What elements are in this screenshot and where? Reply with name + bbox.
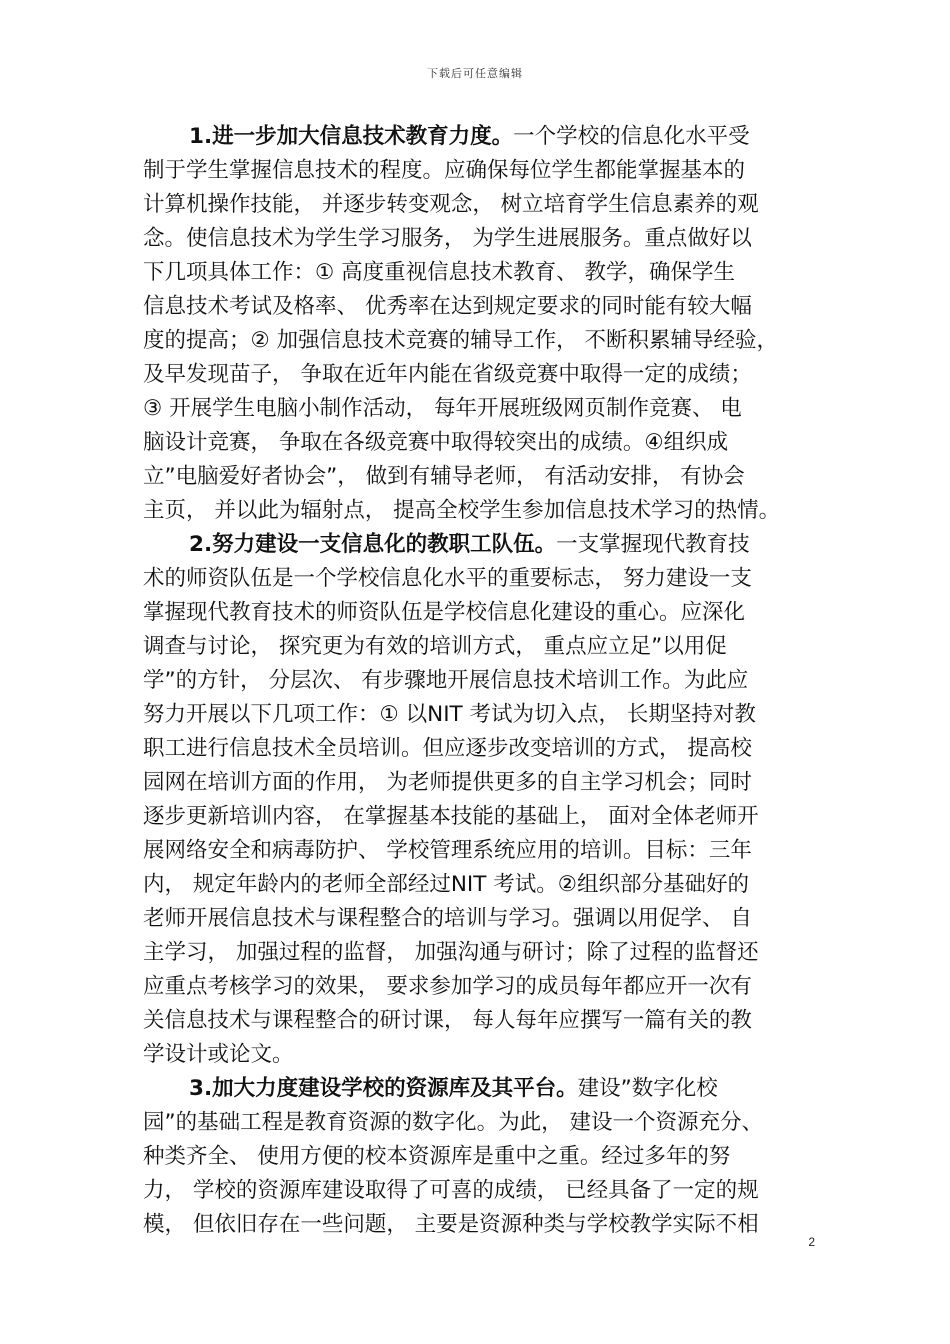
text-line: 逐步更新培训内容， 在掌握基本技能的基础上， 面对全体老师开 <box>143 804 759 829</box>
text-line: 制于学生掌握信息技术的程度。应确保每位学生都能掌握基本的 <box>143 158 746 183</box>
text-line: 学”的方针， 分层次、 有步骤地开展信息技术培训工作。为此应 <box>143 668 749 693</box>
text-line: 模， 但依旧存在一些问题， 主要是资源种类与学校教学实际不相 <box>143 1212 759 1237</box>
text-line: 计算机操作技能， 并逐步转变观念， 树立培育学生信息素养的观 <box>143 192 759 217</box>
text-line: 立”电脑爱好者协会”， 做到有辅导老师， 有活动安排， 有协会 <box>143 464 745 489</box>
paragraph-1 <box>143 120 808 528</box>
paragraph-3-first-line-text: 建设”数字化校 <box>577 1076 718 1101</box>
text-line: 脑设计竞赛， 争取在各级竞赛中取得较突出的成绩。④组织成 <box>143 430 729 455</box>
text-line: 应重点考核学习的效果， 要求参加学习的成员每年都应开一次有 <box>143 974 752 999</box>
text-line: 信息技术考试及格率、 优秀率在达到规定要求的同时能有较大幅 <box>143 294 752 319</box>
paragraph-2-heading: 2.努力建设一支信息化的教职工队伍。 <box>189 532 557 557</box>
text-line: 园”的基础工程是教育资源的数字化。为此， 建设一个资源充分、 <box>143 1110 763 1135</box>
text-line: 主学习， 加强过程的监督， 加强沟通与研讨；除了过程的监督还 <box>143 940 759 965</box>
paragraph-2-first-line-text: 一支掌握现代教育技 <box>556 532 750 557</box>
paragraph-3-heading: 3.加大力度建设学校的资源库及其平台。 <box>189 1076 578 1101</box>
paragraph-2 <box>143 528 808 1072</box>
paragraph-1-first-line <box>143 120 808 154</box>
text-line: 念。使信息技术为学生学习服务， 为学生进展服务。重点做好以 <box>143 226 752 251</box>
text-line: 关信息技术与课程整合的研讨课， 每人每年应撰写一篇有关的教 <box>143 1008 752 1033</box>
text-line: 努力开展以下几项工作：① 以NIT 考试为切入点， 长期坚持对教 <box>143 702 756 727</box>
text-line: 及早发现苗子， 争取在近年内能在省级竞赛中取得一定的成绩； <box>143 362 752 387</box>
page-header: 下载后可任意编辑 <box>427 67 523 80</box>
text-line: 内， 规定年龄内的老师全部经过NIT 考试。②组织部分基础好的 <box>143 872 750 897</box>
page-number: 2 <box>808 1235 815 1249</box>
text-line: 度的提高；② 加强信息技术竞赛的辅导工作， 不断积累辅导经验， <box>143 328 778 353</box>
text-line: 主页， 并以此为辐射点， 提高全校学生参加信息技术学习的热情。 <box>143 498 781 523</box>
text-line: 术的师资队伍是一个学校信息化水平的重要标志， 努力建设一支 <box>143 566 752 591</box>
text-line: 种类齐全、 使用方便的校本资源库是重中之重。经过多年的努 <box>143 1144 731 1169</box>
text-line: 力， 学校的资源库建设取得了可喜的成绩， 已经具备了一定的规 <box>143 1178 759 1203</box>
text-line: 职工进行信息技术全员培训。但应逐步改变培训的方式， 提高校 <box>143 736 752 761</box>
paragraph-1-first-line-text: 一个学校的信息化水平受 <box>513 124 750 149</box>
paragraph-1-heading: 1.进一步加大信息技术教育力度。 <box>189 124 514 149</box>
paragraph-3 <box>143 1072 808 1242</box>
text-line: 老师开展信息技术与课程整合的培训与学习。强调以用促学、 自 <box>143 906 752 931</box>
document-body <box>143 120 808 1242</box>
text-line: 下几项具体工作：① 高度重视信息技术教育、 教学，确保学生 <box>143 260 735 285</box>
text-line: 调查与讨论， 探究更为有效的培训方式， 重点应立足”以用促 <box>143 634 727 659</box>
text-line: 展网络安全和病毒防护、 学校管理系统应用的培训。目标：三年 <box>143 838 752 863</box>
text-line: ③ 开展学生电脑小制作活动， 每年开展班级网页制作竞赛、 电 <box>143 396 742 421</box>
text-line: 园网在培训方面的作用， 为老师提供更多的自主学习机会；同时 <box>143 770 752 795</box>
text-line: 掌握现代教育技术的师资队伍是学校信息化建设的重心。应深化 <box>143 600 746 625</box>
paragraph-2-first-line <box>143 528 808 562</box>
text-line: 学设计或论文。 <box>143 1042 294 1067</box>
paragraph-3-first-line <box>143 1072 808 1106</box>
